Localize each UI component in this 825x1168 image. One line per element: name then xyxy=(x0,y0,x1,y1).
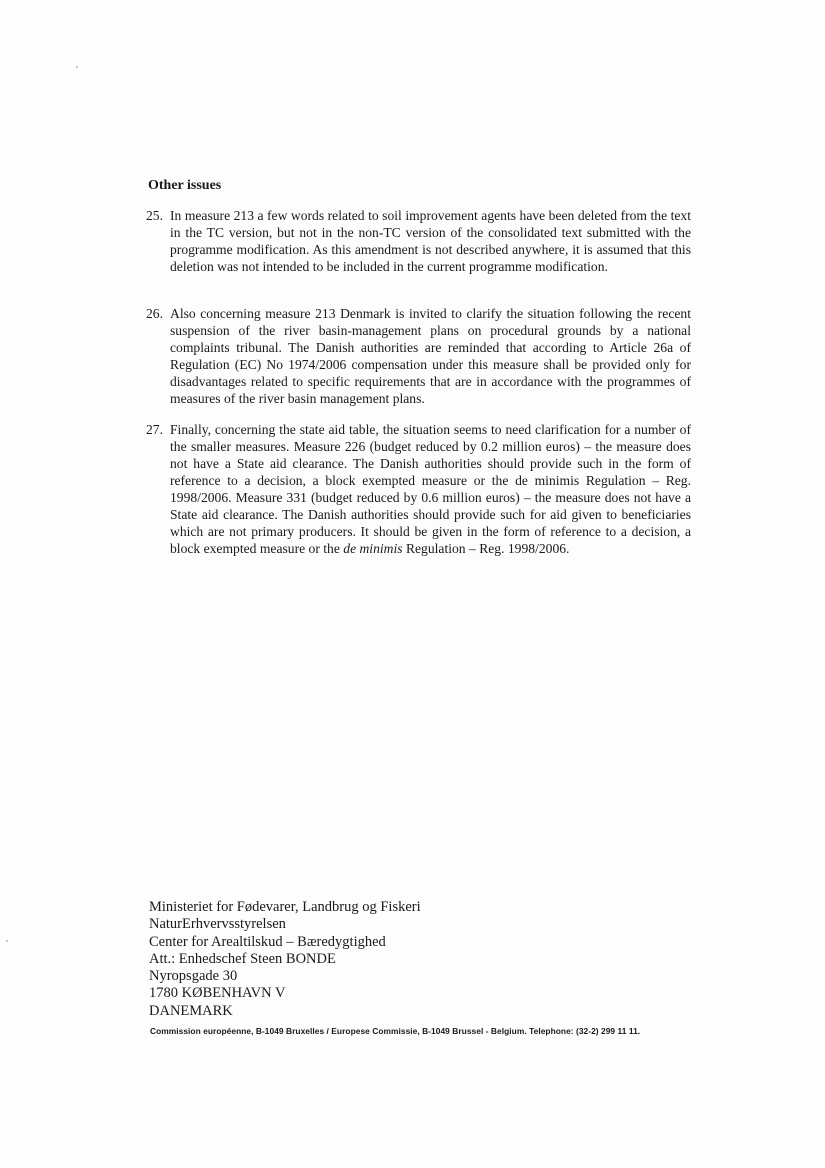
scan-speck xyxy=(76,66,78,68)
italic-term: de minimis xyxy=(343,541,403,556)
paragraph-text: Also concerning measure 213 Denmark is invited to clarify the situation following the recent suspension of the river basin-management plans on procedural grounds by a national complaints tribunal. The Danish authorities are reminded that according to Article 26a of Regulation (EC) No 1974/2006 compensation under this measure shall be provided only for disadvantages related to specific requirements that are in accordance with the programmes of measures of the river basin management plans. xyxy=(170,306,691,406)
address-line: NaturErhvervsstyrelsen xyxy=(149,916,286,933)
section-heading: Other issues xyxy=(148,178,222,193)
paragraph-number: 26. xyxy=(146,306,163,321)
paragraph-number: 27. xyxy=(146,422,163,437)
address-line: Ministeriet for Fødevarer, Landbrug og Fiskeri xyxy=(149,899,421,915)
numbered-paragraph xyxy=(146,305,691,407)
paragraph-number: 25. xyxy=(146,208,163,223)
recipient-address xyxy=(149,899,421,1020)
numbered-paragraph xyxy=(146,207,691,275)
paragraph-text: In measure 213 a few words related to soil improvement agents have been deleted from the text in the TC version, but not in the non-TC version of the consolidated text submitted with the programme modification. As this amendment is not described anywhere, it is assumed that this deletion was not intended to be included in the current programme modification. xyxy=(170,208,691,274)
address-line: Nyropsgade 30 xyxy=(149,968,238,985)
page-footer: Commission européenne, B-1049 Bruxelles / Europese Commissie, B-1049 Brussel - Belgium. Telephone: (32-2) 299 11 11. xyxy=(150,1026,641,1036)
address-line: Center for Arealtilskud – Bæredygtighed xyxy=(149,933,386,950)
scan-speck xyxy=(6,940,8,942)
address-line: 1780 KØBENHAVN V xyxy=(149,985,286,1002)
paragraph-text-part: Finally, concerning the state aid table, the situation seems to need clarification for a number of the smaller measures. Measure 226 (budget reduced by 0.2 million euros) – the measure does not have a State aid clearance. The Danish authorities should provide such in the form of reference to a decision, a block exempted measure or the de minimis Regulation – Reg. 1998/2006. Measure 331 (budget reduced by 0.6 million euros) – the measure does not have a State aid clearance. The Danish authorities should provide such for aid given to beneficiaries which are not primary producers. It should be given in the form of reference to a decision, a block exempted measure or the xyxy=(170,422,691,556)
address-line: Att.: Enhedschef Steen BONDE xyxy=(149,950,336,967)
address-line: DANEMARK xyxy=(149,1002,233,1019)
paragraph-text xyxy=(170,421,691,557)
paragraph-text-part: Regulation – Reg. 1998/2006. xyxy=(402,541,570,556)
numbered-paragraph xyxy=(146,421,691,557)
